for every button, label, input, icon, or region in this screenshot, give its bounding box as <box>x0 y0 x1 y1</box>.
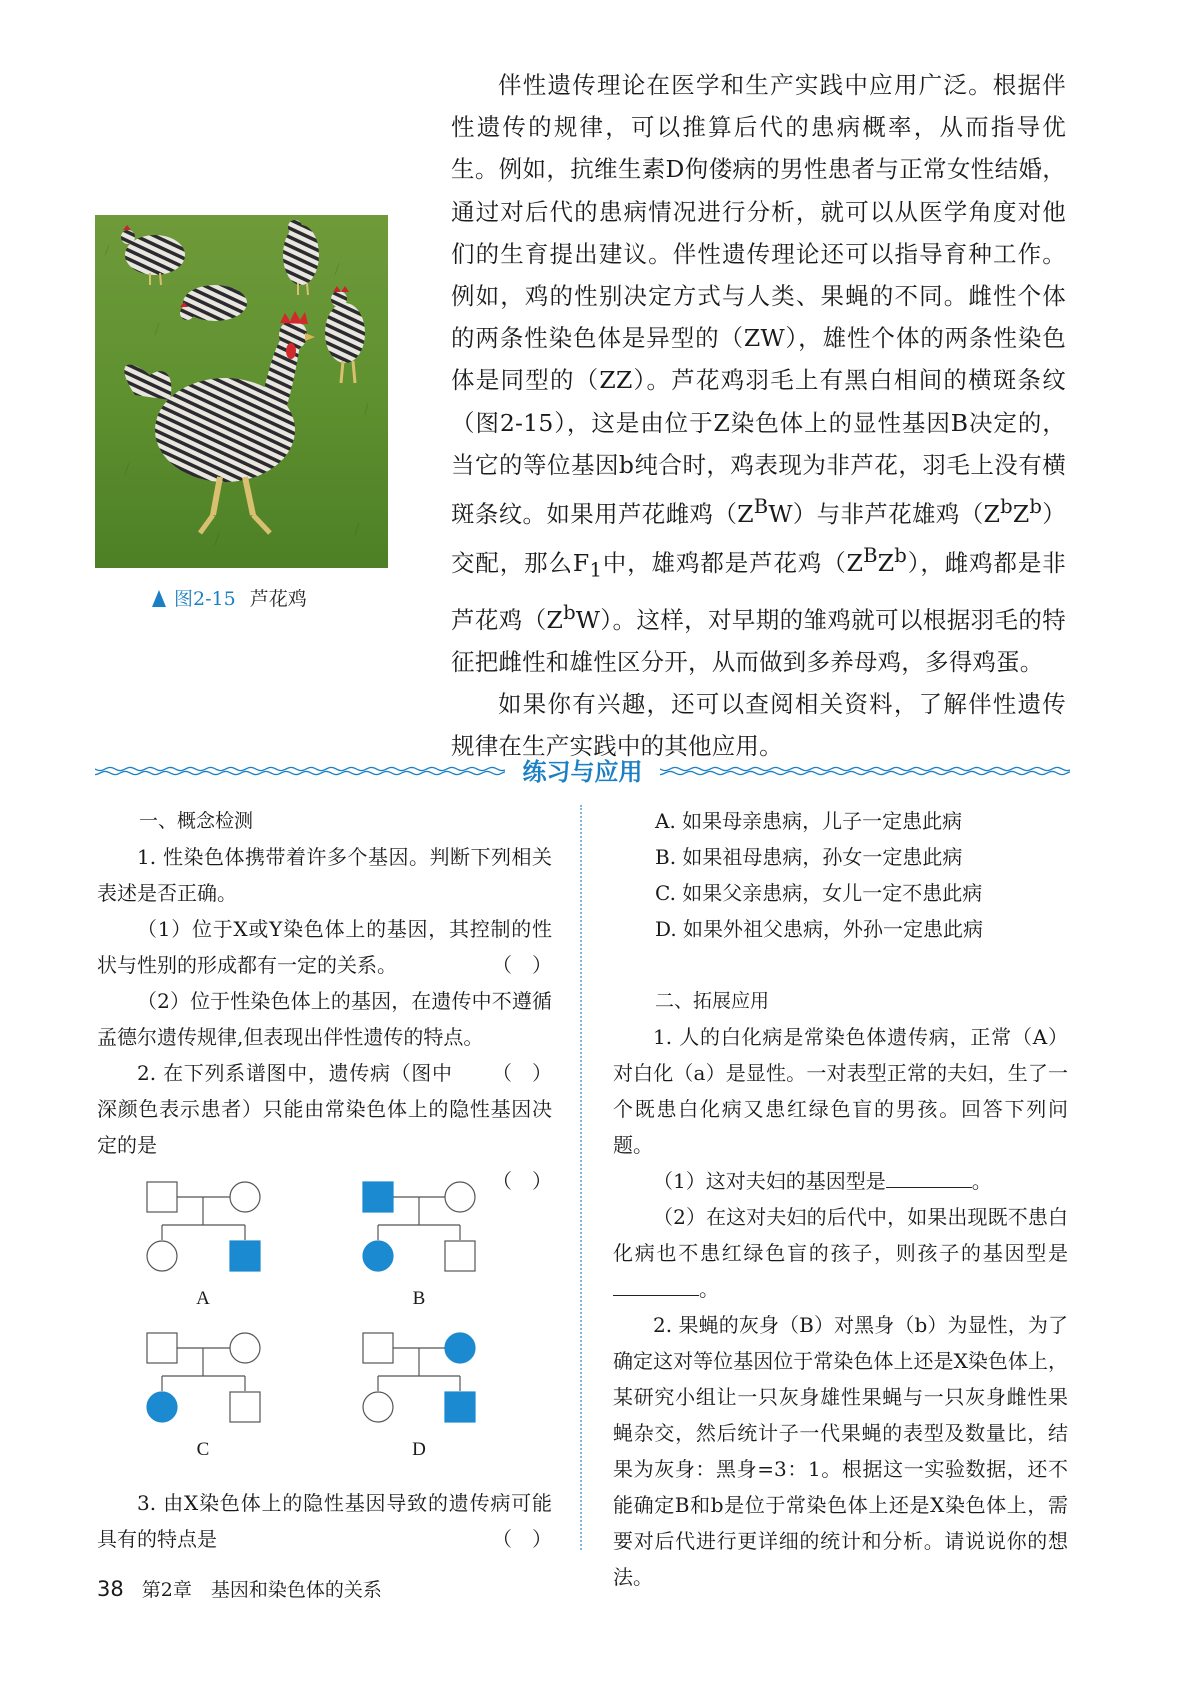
e1-item-1-text: （1）这对夫妇的基因型是 <box>653 1169 886 1193</box>
wave-divider-right <box>660 764 1070 778</box>
q1-item-1 <box>97 911 552 983</box>
rooster-photo <box>95 215 388 568</box>
pedigree-A <box>147 1182 260 1271</box>
e1-stem: 1. 人的白化病是常染色体遗传病，正常（A）对白化（a）是显性。一对表型正常的夫妇，生了一个既患白化病又患红绿色盲的男孩。回答下列问题。 <box>613 1025 1068 1157</box>
q1-item-2-text: （2）位于性染色体上的基因，在遗传中不遵循孟德尔遗传规律,但表现出伴性遗传的特点。 <box>97 989 552 1049</box>
text: 中，雄鸡都是芦花鸡（Z <box>602 548 864 577</box>
sup: b <box>1000 495 1013 519</box>
heading-extension: 二、拓展应用 <box>655 990 770 1012</box>
option-A: A. 如果母亲患病，儿子一定患此病 <box>655 809 963 833</box>
section-header <box>95 752 1070 792</box>
figure-number: 图2-15 <box>174 588 236 610</box>
pedigree-label-B: B <box>412 1288 426 1309</box>
answer-paren: （ ） <box>492 1061 552 1085</box>
heading-concept-check: 一、概念检测 <box>139 810 254 832</box>
e1-item-2 <box>613 1199 1068 1307</box>
option-C: C. 如果父亲患病，女儿一定不患此病 <box>655 881 983 905</box>
sup: B <box>753 495 769 519</box>
page-number: 38 <box>97 1577 124 1601</box>
pedigree-label-C: C <box>196 1439 210 1460</box>
right-column <box>613 803 1068 1595</box>
answer-paren: （ ） <box>492 953 552 977</box>
sup: b <box>1029 495 1043 519</box>
e1-item-1 <box>613 1163 1068 1199</box>
text: W）与非芦花雄鸡（Z <box>768 499 1001 528</box>
sup: b <box>894 544 908 568</box>
text: Z <box>877 548 895 577</box>
text: Z <box>1012 499 1030 528</box>
paragraph-1-text: 伴性遗传理论在医学和生产实践中应用广泛。根据伴性遗传的规律，可以推算后代的患病概率，从而指导优生。例如，抗维生素D佝偻病的男性患者与正常女性结婚，通过对后代的患病情况进行分析，就可以从医学角度对他们的生育提出建议。伴性遗传理论还可以指导育种工作。例如，鸡的性别决定方式与人类、果蝇的不同。雌性个体的两条性染色体是异型的（ZW），雄性个体的两条性染色体是同型的（ZZ）。芦花鸡羽毛上有黑白相间的横斑条纹（图2-15），这是由位于Z染色体上的显性基因B决定的，当它的等位基因b纯合时，鸡表现为非芦花，羽毛上没有横斑条纹。如果用芦花雌鸡（Z <box>451 71 1066 528</box>
pedigree-label-A: A <box>196 1288 210 1309</box>
text: ）交配，那么F <box>451 499 1066 577</box>
paragraph-1 <box>451 64 1066 683</box>
answer-blank[interactable] <box>886 1167 972 1188</box>
sup: B <box>863 544 878 568</box>
figure-caption <box>152 584 307 611</box>
period: 。 <box>971 1169 992 1193</box>
sub: 1 <box>589 558 603 582</box>
q1-item-1-text: （1）位于X或Y染色体上的基因，其控制的性状与性别的形成都有一定的关系。 <box>97 917 552 977</box>
wave-divider-left <box>95 764 505 778</box>
figure-label: 芦花鸡 <box>249 588 307 610</box>
q1-item-2 <box>97 983 552 1085</box>
spacer <box>613 947 1068 983</box>
q3-stem <box>97 1485 552 1557</box>
text: W）。这样，对早期的雏鸡就可以根据羽毛的特征把雌性和雄性区分开，从而做到多养母鸡，多得鸡蛋。 <box>451 605 1066 676</box>
main-text <box>451 64 1066 767</box>
chapter-title: 第2章 基因和染色体的关系 <box>141 1579 382 1601</box>
page-footer <box>97 1575 382 1602</box>
left-column <box>97 803 552 1199</box>
answer-paren: （ ） <box>492 1527 552 1551</box>
q3-stem-text: 3. 由X染色体上的隐性基因导致的遗传病可能具有的特点是 <box>97 1491 552 1551</box>
answer-paren: （ ） <box>492 1169 552 1193</box>
pedigree-label-D: D <box>412 1439 426 1460</box>
e2-stem: 2. 果蝇的灰身（B）对黑身（b）为显性，为了确定这对等位基因位于常染色体上还是X染色体上，某研究小组让一只灰身雄性果蝇与一只灰身雌性果蝇杂交，然后统计子一代果蝇的表型及数量比，结果为灰身：黑身=3：1。根据这一实验数据，还不能确定B和b是位于常染色体上还是X染色体上，需要对后代进行更详细的统计和分析。请说说你的想法。 <box>613 1313 1068 1589</box>
pedigree-charts <box>140 1170 520 1474</box>
section-title: 练习与应用 <box>522 758 643 786</box>
pedigree-D <box>363 1333 475 1422</box>
period: 。 <box>699 1277 719 1301</box>
pedigree-B <box>363 1182 475 1271</box>
e1-item-2-text: （2）在这对夫妇的后代中，如果出现既不患白化病也不患红绿色盲的孩子，则孩子的基因型是 <box>613 1205 1068 1265</box>
option-B: B. 如果祖母患病，孙女一定患此病 <box>655 845 963 869</box>
answer-blank[interactable] <box>613 1275 699 1296</box>
sup: b <box>563 600 576 624</box>
text: ），雌鸡都是非芦花鸡（Z <box>451 548 1066 634</box>
q3-block <box>97 1485 552 1557</box>
q1-stem: 1. 性染色体携带着许多个基因。判断下列相关表述是否正确。 <box>97 845 552 905</box>
pedigree-svg <box>140 1170 520 1470</box>
caption-triangle-icon <box>152 590 166 607</box>
option-D: D. 如果外祖父患病，外孙一定患此病 <box>655 917 984 941</box>
column-divider <box>580 805 582 1550</box>
q2-stem: 2. 在下列系谱图中，遗传病（图中深颜色表示患者）只能由常染色体上的隐性基因决定的是 <box>97 1061 552 1157</box>
paragraph-2: 如果你有兴趣，还可以查阅相关资料，了解伴性遗传规律在生产实践中的其他应用。 <box>451 690 1066 761</box>
pedigree-C <box>147 1333 260 1422</box>
